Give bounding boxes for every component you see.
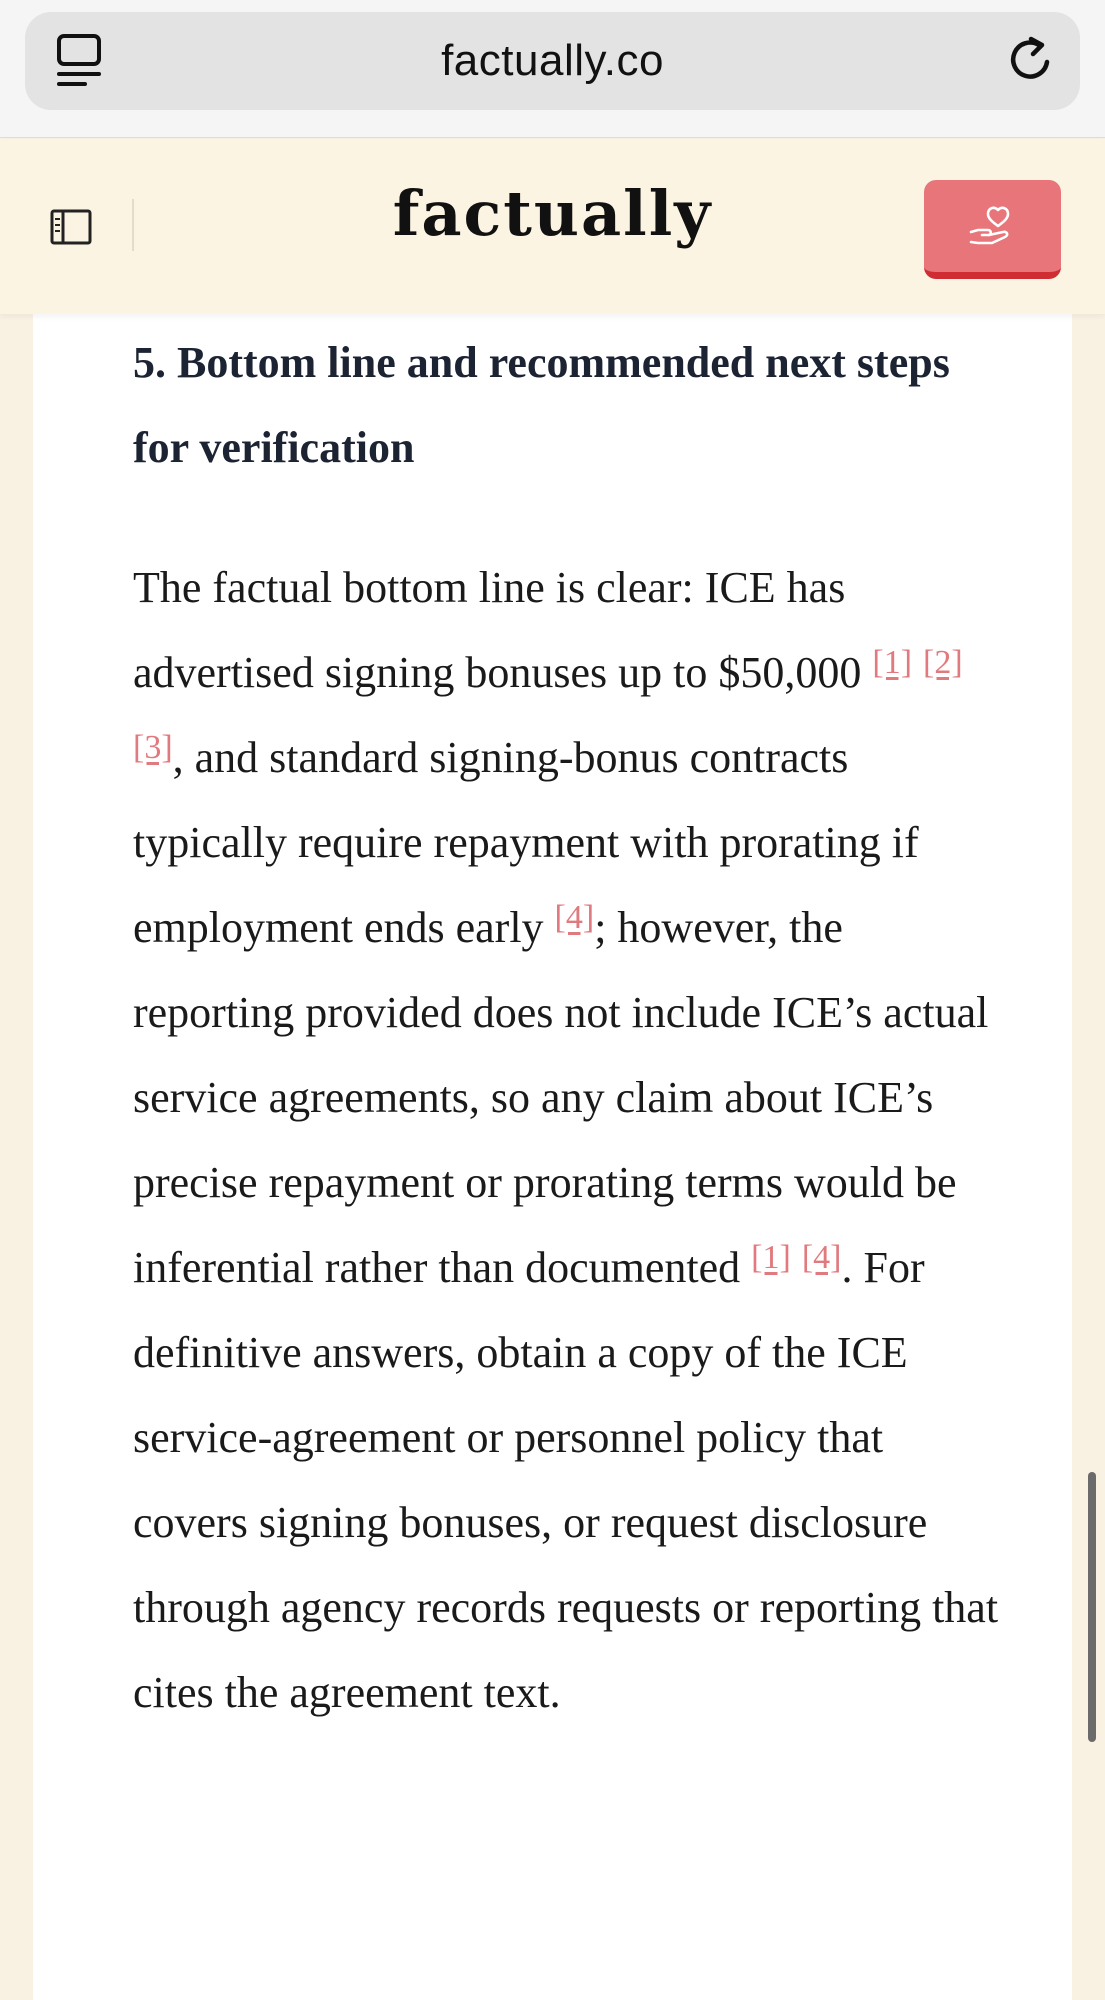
donate-button[interactable] (924, 180, 1061, 279)
paragraph-text-3: ; however, the reporting provided does not include ICE’s actual service agreements, so any claim about ICE’s precise repayment or prorating terms would be inferential rather than documented (133, 903, 989, 1292)
browser-toolbar (0, 0, 1105, 138)
citation-link-2[interactable]: [2] (923, 644, 963, 681)
article-paragraph (133, 545, 1003, 1735)
citation-link-1[interactable]: [1] (751, 1239, 791, 1276)
paragraph-text-4: . For definitive answers, obtain a copy of the ICE service-agreement or personnel policy that covers signing bonuses, or request disclosure through agency records requests or reporting that cites the agreement text. (133, 1243, 999, 1717)
url-text[interactable]: factually.co (441, 36, 664, 85)
site-logo[interactable]: factually (392, 177, 713, 250)
citation-link-4[interactable]: [4] (554, 899, 595, 936)
reload-icon[interactable] (1005, 34, 1057, 86)
paragraph-text-2: , and standard signing-bonus contracts typically require repayment with prorating if employment ends early (133, 733, 919, 952)
citation-link-4[interactable]: [4] (801, 1239, 842, 1276)
paragraph-text-1: The factual bottom line is clear: ICE has advertised signing bonuses up to $50,000 (133, 563, 873, 697)
address-bar[interactable] (25, 12, 1080, 110)
tab-overview-icon[interactable] (55, 32, 105, 88)
citation-link-3[interactable]: [3] (133, 729, 173, 766)
heart-hand-icon (968, 206, 1018, 246)
scrollbar-thumb[interactable] (1088, 1472, 1096, 1742)
section-heading: 5. Bottom line and recommended next steps for verification (133, 338, 950, 472)
citation-link-1[interactable]: [1] (872, 644, 913, 681)
site-header (0, 139, 1105, 314)
